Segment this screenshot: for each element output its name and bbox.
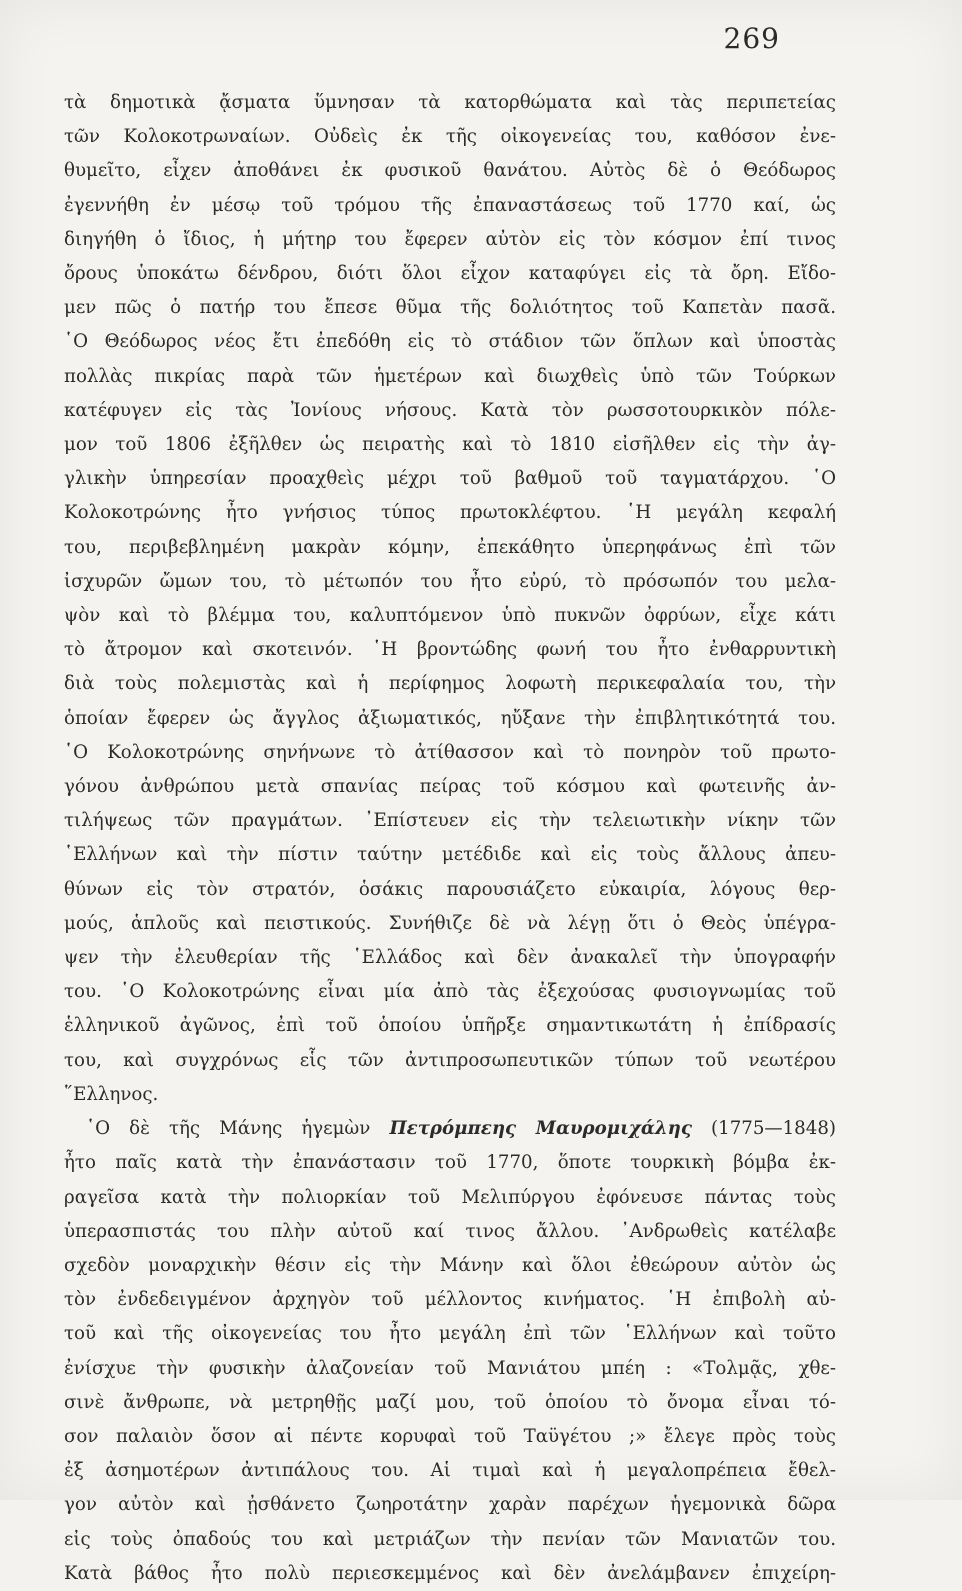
text-line: κατέφυγεν εἰς τὰς Ἰονίους νήσους. Κατὰ τὸν ρωσσοτουρκικὸν πόλε- bbox=[64, 399, 836, 421]
person-name: Πετρόμπεης Μαυρομιχάλης bbox=[389, 1118, 692, 1140]
text-line: ὑπερασπιστάς του πλὴν αὐτοῦ καί τινος ἄλλου. ᾿Ανδρωθεὶς κατέλαβε bbox=[64, 1220, 836, 1242]
text-line: ὄρους ὑποκάτω δένδρου, διότι ὅλοι εἶχον καταφύγει εἰς τὰ ὄρη. Εἴδο- bbox=[64, 263, 836, 285]
text-line: τιλήψεως τῶν πραγμάτων. ᾿Επίστευεν εἰς τὴν τελειωτικὴν νίκην τῶν bbox=[64, 810, 836, 832]
line-lead: ῾Ο δὲ τῆς Μάνης ἡγεμὼν bbox=[86, 1118, 371, 1140]
text-line: Κολοκοτρώνης ἦτο γνήσιος τύπος πρωτοκλέφτου. ῾Η μεγάλη κεφαλή bbox=[64, 502, 836, 524]
text-line: εἰς τοὺς ὀπαδούς του καὶ μετριάζων τὴν πενίαν τῶν Μανιατῶν του. bbox=[64, 1528, 836, 1550]
text-line: πολλὰς πικρίας παρὰ τῶν ἡμετέρων καὶ διωχθεὶς ὑπὸ τῶν Τούρκων bbox=[64, 365, 836, 387]
text-line: τὸ ἄτρομον καὶ σκοτεινόν. ῾Η βροντώδης φωνή του ἦτο ἐνθαρρυντικὴ bbox=[64, 639, 836, 661]
text-line: του, καὶ συγχρόνως εἷς τῶν ἀντιπροσωπευτικῶν τύπων τοῦ νεωτέρου bbox=[64, 1049, 836, 1071]
text-line: γον αὐτὸν καὶ ᾐσθάνετο ζωηροτάτην χαρὰν παρέχων ἡγεμονικὰ δῶρα bbox=[64, 1494, 836, 1516]
text-line: γόνου ἀνθρώπου μετὰ σπανίας πείρας τοῦ κόσμου καὶ φωτεινῆς ἀν- bbox=[64, 776, 836, 798]
body-text bbox=[64, 86, 836, 1591]
text-line: ἐξ ἀσημοτέρων ἀντιπάλους του. Αἱ τιμαὶ καὶ ἡ μεγαλοπρέπεια ἔθελ- bbox=[64, 1460, 836, 1482]
text-line: ἰσχυρῶν ὤμων του, τὸ μέτωπόν του ἦτο εὐρύ, τὸ πρόσωπόν του μελα- bbox=[64, 570, 836, 592]
text-line: ἑλληνικοῦ ἀγῶνος, ἐπὶ τοῦ ὁποίου ὑπῆρξε σημαντικωτάτη ἡ ἐπίδρασίς bbox=[64, 1015, 836, 1037]
text-line: ἐγεννήθη ἐν μέσῳ τοῦ τρόμου τῆς ἐπαναστάσεως τοῦ 1770 καί, ὡς bbox=[64, 194, 836, 216]
paragraph-kolokotronis bbox=[64, 86, 836, 1112]
text-line: του, περιβεβλημένη μακρὰν κόμην, ἐπεκάθητο ὑπερηφάνως ἐπὶ τῶν bbox=[64, 536, 836, 558]
text-line: τὰ δημοτικὰ ᾄσματα ὕμνησαν τὰ κατορθώματα καὶ τὰς περιπετείας bbox=[64, 92, 836, 113]
life-dates: (1775—1848) bbox=[711, 1118, 836, 1140]
text-line: ῾Ελλήνων καὶ τὴν πίστιν ταύτην μετέδιδε καὶ εἰς τοὺς ἄλλους ἀπευ- bbox=[64, 844, 836, 866]
text-line: ψὸν καὶ τὸ βλέμμα του, καλυπτόμενον ὑπὸ πυκνῶν ὀφρύων, εἶχε κάτι bbox=[64, 605, 836, 627]
text-line: τὸν ἐνδεδειγμένον ἀρχηγὸν τοῦ μέλλοντος κινήματος. ῾Η ἐπιβολὴ αὐ- bbox=[64, 1289, 836, 1311]
text-line: Κατὰ βάθος ἦτο πολὺ περιεσκεμμένος καὶ δὲν ἀνελάμβανεν ἐπιχείρη- bbox=[64, 1562, 836, 1584]
text-line: του. ῾Ο Κολοκοτρώνης εἶναι μία ἀπὸ τὰς ἐξεχούσας φυσιογνωμίας τοῦ bbox=[64, 981, 836, 1003]
text-line: ἦτο παῖς κατὰ τὴν ἐπανάστασιν τοῦ 1770, ὅποτε τουρκικὴ βόμβα ἐκ- bbox=[64, 1152, 836, 1174]
text-line: ῾Ο Θεόδωρος νέος ἔτι ἐπεδόθη εἰς τὸ στάδιον τῶν ὅπλων καὶ ὑποστὰς bbox=[64, 331, 836, 353]
text-line: θύνων εἰς τὸν στρατόν, ὁσάκις παρουσιάζετο εὐκαιρία, λόγους θερ- bbox=[64, 878, 836, 900]
text-line: διηγήθη ὁ ἴδιος, ἡ μήτηρ του ἔφερεν αὐτὸν εἰς τὸν κόσμον ἐπί τινος bbox=[64, 228, 836, 250]
text-line: γλικὴν ὑπηρεσίαν προαχθεὶς μέχρι τοῦ βαθμοῦ τοῦ ταγματάρχου. ῾Ο bbox=[64, 468, 836, 490]
text-line: διὰ τοὺς πολεμιστὰς καὶ ἡ περίφημος λοφωτὴ περικεφαλαία του, τὴν bbox=[64, 673, 836, 695]
text-line: σχεδὸν μοναρχικὴν θέσιν εἰς τὴν Μάνην καὶ ὅλοι ἐθεώρουν αὐτὸν ὡς bbox=[64, 1254, 836, 1276]
text-line: ῾Ο Κολοκοτρώνης σηνήνωνε τὸ ἀτίθασσον καὶ τὸ πονηρὸν τοῦ πρωτο- bbox=[64, 741, 836, 763]
text-line-first bbox=[64, 1112, 836, 1146]
text-line: σινὲ ἄνθρωπε, νὰ μετρηθῇς μαζί μου, τοῦ ὁποίου τὸ ὄνομα εἶναι τό- bbox=[64, 1391, 836, 1413]
text-line: μεν πῶς ὁ πατήρ του ἔπεσε θῦμα τῆς δολιότητος τοῦ Καπετὰν πασᾶ. bbox=[64, 297, 836, 319]
text-line: ραγεῖσα κατὰ τὴν πολιορκίαν τοῦ Μελιπύργου ἐφόνευσε πάντας τοὺς bbox=[64, 1186, 836, 1208]
page-number: 269 bbox=[723, 22, 780, 55]
text-line: θυμεῖτο, εἶχεν ἀποθάνει ἐκ φυσικοῦ θανάτου. Αὐτὸς δὲ ὁ Θεόδωρος bbox=[64, 160, 836, 182]
text-line: μον τοῦ 1806 ἐξῆλθεν ὡς πειρατὴς καὶ τὸ 1810 εἰσῆλθεν εἰς τὴν ἀγ- bbox=[64, 434, 836, 456]
text-line: τοῦ καὶ τῆς οἰκογενείας του ἦτο μεγάλη ἐπὶ τῶν ῾Ελλήνων καὶ τοῦτο bbox=[64, 1323, 836, 1345]
text-line: τῶν Κολοκοτρωναίων. Οὐδεὶς ἐκ τῆς οἰκογενείας του, καθόσον ἐνε- bbox=[64, 126, 836, 148]
text-line: μούς, ἁπλοῦς καὶ πειστικούς. Συνήθιζε δὲ νὰ λέγῃ ὅτι ὁ Θεὸς ὑπέγρα- bbox=[64, 912, 836, 934]
text-line: ῞Ελληνος. bbox=[64, 1083, 159, 1105]
text-line: ψεν τὴν ἐλευθερίαν τῆς ῾Ελλάδος καὶ δὲν ἀνακαλεῖ τὴν ὑπογραφήν bbox=[64, 947, 836, 969]
paragraph-mavromichalis bbox=[64, 1112, 836, 1591]
text-line: ὁποίαν ἔφερεν ὡς ἄγγλος ἀξιωματικός, ηὔξανε τὴν ἐπιβλητικότητά του. bbox=[64, 707, 836, 729]
text-line: ἐνίσχυε τὴν φυσικὴν ἀλαζονείαν τοῦ Μανιάτου μπέη : «Τολμᾷς, χθε- bbox=[64, 1357, 836, 1379]
text-line: σον παλαιὸν ὅσον αἱ πέντε κορυφαὶ τοῦ Ταϋγέτου ;» ἔλεγε πρὸς τοὺς bbox=[64, 1425, 836, 1447]
